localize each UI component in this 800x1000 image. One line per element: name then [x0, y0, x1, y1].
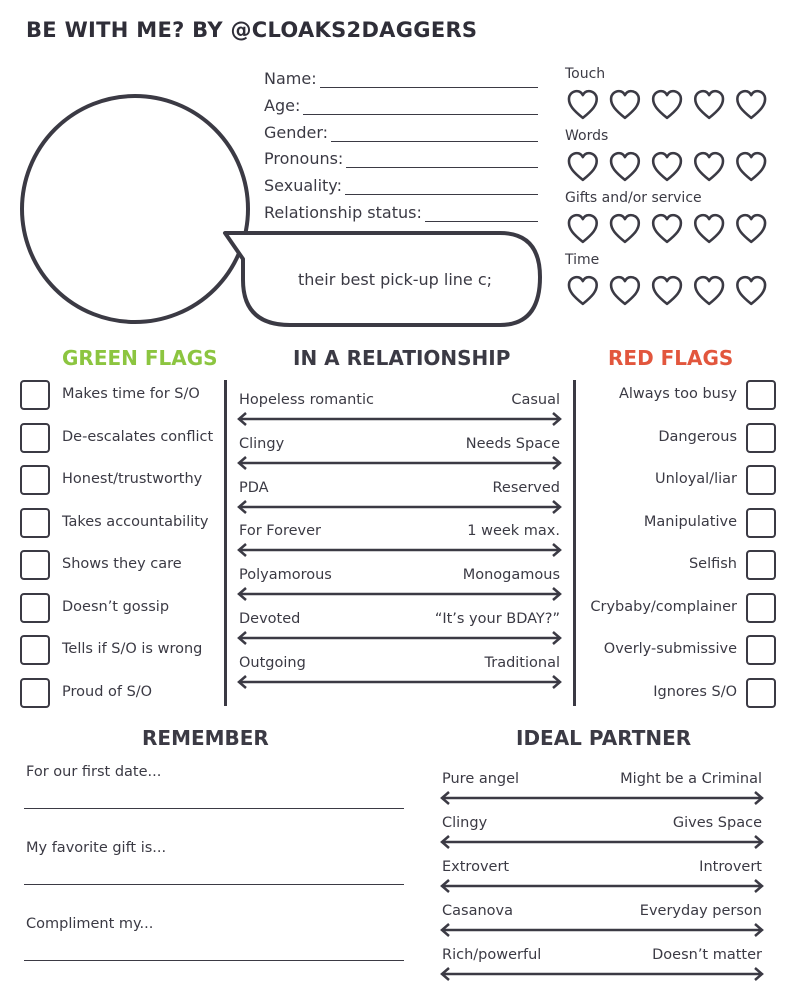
love-language-label: Words: [565, 128, 609, 144]
scale-right-label: Might be a Criminal: [620, 771, 762, 787]
profile-field: [264, 64, 538, 88]
scale-arrow[interactable]: [237, 543, 562, 557]
green-flag-checkbox[interactable]: [20, 593, 50, 623]
heart-icon[interactable]: [737, 91, 765, 118]
red-flag-checkbox[interactable]: [746, 465, 776, 495]
pickup-line-text: their best pick-up line c;: [298, 270, 493, 289]
red-flag-label: Manipulative: [643, 513, 737, 530]
scale-arrow[interactable]: [237, 631, 562, 645]
scale-right-label: Monogamous: [462, 567, 560, 584]
red-flag-label: Overly-submissive: [603, 641, 737, 657]
heart-icon[interactable]: [569, 91, 597, 118]
scale-arrow[interactable]: [237, 500, 562, 514]
green-flag-checkbox[interactable]: [20, 423, 50, 453]
scale-right-label: Casual: [511, 392, 560, 408]
relationship-title: IN A RELATIONSHIP: [293, 346, 511, 370]
green-flag-label: Doesn’t gossip: [62, 598, 170, 615]
heart-icon[interactable]: [695, 215, 723, 242]
remember-answer-line[interactable]: [24, 884, 404, 885]
green-flags-title: GREEN FLAGS: [62, 346, 218, 370]
portrait-circle[interactable]: [22, 96, 248, 322]
scale-right-label: 1 week max.: [467, 523, 560, 540]
divider-right: [573, 380, 576, 706]
heart-icon[interactable]: [611, 215, 639, 242]
profile-field-label: Pronouns:: [264, 149, 344, 169]
profile-field-input-line[interactable]: [331, 125, 538, 142]
green-flag-label: Proud of S/O: [62, 683, 153, 700]
green-flag-checkbox[interactable]: [20, 465, 50, 495]
love-language-label: Touch: [565, 66, 606, 82]
scale-left-label: Outgoing: [239, 654, 306, 671]
scale-left-label: Pure angel: [442, 771, 520, 787]
scale-left-label: For Forever: [239, 523, 321, 540]
profile-field-label: Age:: [264, 95, 301, 115]
red-flag-checkbox[interactable]: [746, 635, 776, 665]
remember-prompt: Compliment my...: [26, 916, 154, 932]
love-language-hearts: [565, 212, 775, 246]
scale-right-label: Gives Space: [672, 815, 762, 831]
profile-field-label: Sexuality:: [264, 176, 342, 196]
scale-right-label: Everyday person: [639, 903, 762, 919]
scale-arrow[interactable]: [440, 967, 764, 981]
green-flag-label: Honest/trustworthy: [62, 471, 203, 487]
profile-field-input-line[interactable]: [303, 98, 538, 115]
red-flag-checkbox[interactable]: [746, 380, 776, 410]
scale-left-label: Clingy: [442, 815, 488, 831]
scale-right-label: Doesn’t matter: [652, 947, 762, 963]
green-flag-label: Takes accountability: [62, 513, 209, 530]
scale-left-label: PDA: [239, 479, 269, 496]
love-language-hearts: [565, 88, 775, 122]
heart-icon[interactable]: [569, 153, 597, 180]
red-flag-label: Dangerous: [658, 428, 737, 445]
scale-left-label: Hopeless romantic: [239, 392, 374, 408]
divider-left: [224, 380, 227, 706]
green-flag-checkbox[interactable]: [20, 635, 50, 665]
profile-field-label: Gender:: [264, 122, 329, 142]
red-flag-label: Always too busy: [618, 386, 737, 402]
remember-prompt: For our first date...: [26, 764, 162, 780]
profile-field-input-line[interactable]: [320, 71, 538, 88]
remember-answer-line[interactable]: [24, 960, 404, 961]
scale-arrow[interactable]: [440, 879, 764, 893]
heart-icon[interactable]: [737, 277, 765, 304]
heart-icon[interactable]: [611, 153, 639, 180]
scale-left-label: Rich/powerful: [442, 947, 542, 963]
heart-icon[interactable]: [737, 153, 765, 180]
heart-icon[interactable]: [737, 215, 765, 242]
page-title: BE WITH ME? BY @CLOAKS2DAGGERS: [26, 18, 478, 42]
love-language-hearts: [565, 150, 775, 184]
scale-right-label: Needs Space: [465, 435, 560, 452]
green-flag-checkbox[interactable]: [20, 550, 50, 580]
profile-field: [264, 144, 538, 168]
red-flag-label: Selfish: [688, 556, 737, 572]
heart-icon[interactable]: [653, 153, 681, 180]
profile-field: [264, 171, 538, 195]
love-language-label: Time: [565, 252, 600, 268]
scale-right-label: “It’s your BDAY?”: [434, 611, 560, 627]
scale-arrow[interactable]: [440, 791, 764, 805]
scale-arrow[interactable]: [237, 412, 562, 426]
heart-icon[interactable]: [695, 91, 723, 118]
green-flag-label: Tells if S/O is wrong: [62, 641, 203, 657]
scale-right-label: Introvert: [699, 859, 762, 875]
profile-field-input-line[interactable]: [345, 178, 538, 195]
heart-icon[interactable]: [611, 91, 639, 118]
red-flag-checkbox[interactable]: [746, 593, 776, 623]
remember-prompt: My favorite gift is...: [26, 840, 167, 856]
scale-left-label: Clingy: [239, 435, 285, 452]
green-flag-label: Makes time for S/O: [62, 386, 200, 402]
scale-right-label: Reserved: [492, 479, 560, 496]
scale-left-label: Polyamorous: [239, 567, 332, 584]
scale-arrow[interactable]: [440, 835, 764, 849]
green-flag-label: Shows they care: [62, 556, 182, 572]
green-flag-checkbox[interactable]: [20, 678, 50, 708]
heart-icon[interactable]: [569, 277, 597, 304]
red-flag-label: Unloyal/liar: [655, 471, 737, 487]
heart-icon[interactable]: [695, 277, 723, 304]
red-flag-checkbox[interactable]: [746, 678, 776, 708]
scale-left-label: Extrovert: [442, 859, 510, 875]
scale-arrow[interactable]: [237, 456, 562, 470]
profile-field-input-line[interactable]: [346, 151, 538, 168]
scale-left-label: Casanova: [442, 903, 513, 919]
scale-left-label: Devoted: [239, 611, 301, 627]
profile-field-input-line[interactable]: [425, 205, 538, 222]
profile-field: [264, 198, 538, 222]
remember-title: REMEMBER: [142, 726, 269, 750]
profile-field-label: Relationship status:: [264, 203, 422, 222]
love-language-hearts: [565, 274, 775, 308]
scale-right-label: Traditional: [484, 654, 560, 671]
profile-field: [264, 118, 538, 142]
scale-arrow[interactable]: [237, 587, 562, 601]
red-flags-title: RED FLAGS: [608, 346, 734, 370]
green-flag-label: De-escalates conflict: [62, 428, 214, 445]
green-flag-checkbox[interactable]: [20, 380, 50, 410]
heart-icon[interactable]: [695, 153, 723, 180]
heart-icon[interactable]: [569, 215, 597, 242]
heart-icon[interactable]: [611, 277, 639, 304]
red-flag-checkbox[interactable]: [746, 550, 776, 580]
red-flag-checkbox[interactable]: [746, 423, 776, 453]
profile-field: [264, 91, 538, 115]
scale-arrow[interactable]: [440, 923, 764, 937]
heart-icon[interactable]: [653, 91, 681, 118]
profile-field-label: Name:: [264, 69, 317, 88]
red-flag-label: Ignores S/O: [653, 683, 737, 700]
heart-icon[interactable]: [653, 215, 681, 242]
green-flag-checkbox[interactable]: [20, 508, 50, 538]
scale-arrow[interactable]: [237, 675, 562, 689]
love-language-label: Gifts and/or service: [565, 190, 702, 206]
red-flag-checkbox[interactable]: [746, 508, 776, 538]
ideal-partner-title: IDEAL PARTNER: [516, 726, 692, 750]
heart-icon[interactable]: [653, 277, 681, 304]
red-flag-label: Crybaby/complainer: [590, 598, 737, 615]
remember-answer-line[interactable]: [24, 808, 404, 809]
